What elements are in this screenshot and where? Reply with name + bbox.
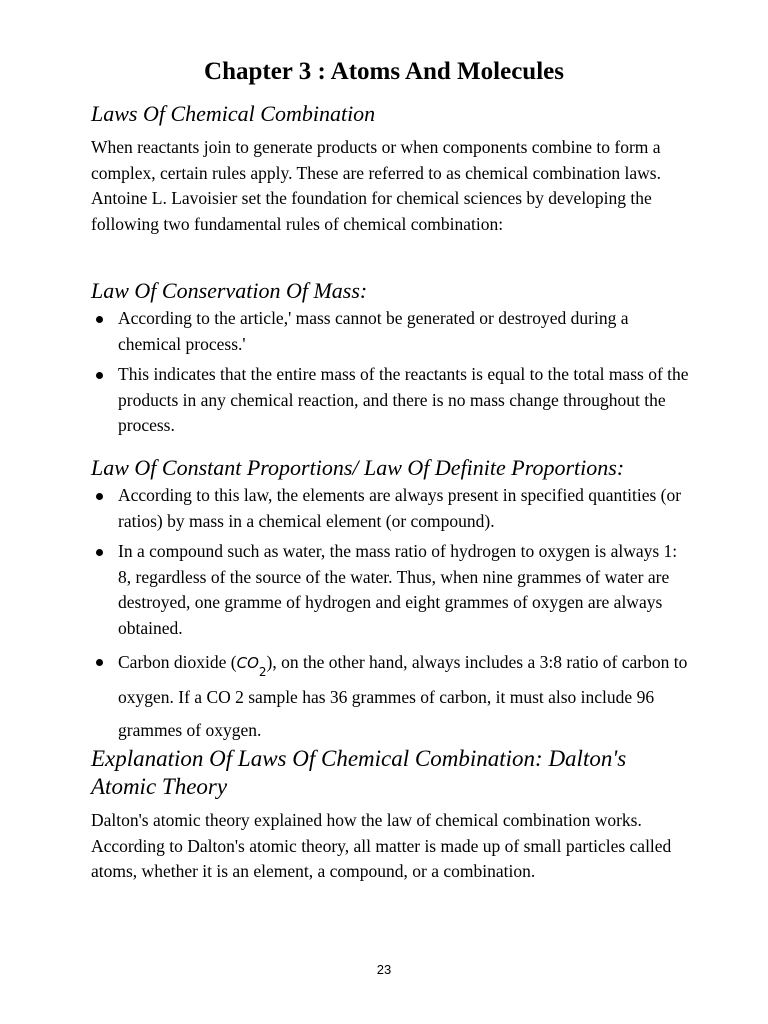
- paragraph-dalton: Dalton's atomic theory explained how the law of chemical combination works. According to Dalton's atomic theory, all matter is made up of small particles called atoms, whether it is an element, a compound, or a combination.: [91, 810, 672, 881]
- paragraph-laws-intro: When reactants join to generate products or when components combine to form a complex, certain rules apply. These are referred to as chemical combination laws. Antoine L. Lavoisier set the foundation for chemical sciences by developing the following two fundamental rules of chemical combination:: [91, 137, 661, 234]
- co2-text-before: Carbon dioxide (: [118, 652, 237, 672]
- bullet-text: According to this law, the elements are always present in specified quantities (or ratios) by mass in a chemical element (or compound).: [118, 485, 682, 531]
- bullet-text: This indicates that the entire mass of the reactants is equal to the total mass of the products in any chemical reaction, and there is no mass change throughout the process.: [118, 364, 689, 435]
- chapter-title: Chapter 3 : Atoms And Molecules: [204, 58, 564, 85]
- list-item: [91, 539, 691, 641]
- list-item: [91, 483, 691, 534]
- bullet-dot: [96, 372, 103, 379]
- co2-subscript: 2: [258, 665, 267, 679]
- bullet-dot: [96, 316, 103, 323]
- list-item: [91, 362, 691, 439]
- list-item: [91, 306, 691, 357]
- heading-conservation-of-mass: Law Of Conservation Of Mass:: [91, 278, 368, 303]
- heading-dalton-atomic-theory: Explanation Of Laws Of Chemical Combination: Dalton's Atomic Theory: [91, 746, 627, 799]
- bullet-text: According to the article,' mass cannot be generated or destroyed during a chemical process.': [118, 308, 629, 354]
- bullet-text: In a compound such as water, the mass ratio of hydrogen to oxygen is always 1: 8, regardless of the source of the water. Thus, when nine grammes of water are destroyed, one gramme of hydrogen and eight grammes of oxygen are always obtained.: [118, 541, 678, 638]
- constant-proportions-bullet-list: [91, 483, 691, 752]
- co2-formula: CO: [236, 654, 259, 672]
- list-item: [91, 646, 691, 747]
- heading-constant-proportions: Law Of Constant Proportions/ Law Of Definite Proportions:: [91, 455, 625, 480]
- conservation-bullet-list: [91, 306, 691, 444]
- page-number: 23: [376, 962, 392, 977]
- bullet-dot: [96, 549, 103, 556]
- bullet-dot: [96, 493, 103, 500]
- heading-laws-of-chemical-combination: Laws Of Chemical Combination: [91, 101, 376, 126]
- co2-text-after: ), on the other hand, always includes a 3:8 ratio of carbon to oxygen. If a CO 2 sample has 36 grammes of carbon, it must also include 96 grammes of oxygen.: [118, 652, 688, 740]
- bullet-dot: [96, 659, 103, 666]
